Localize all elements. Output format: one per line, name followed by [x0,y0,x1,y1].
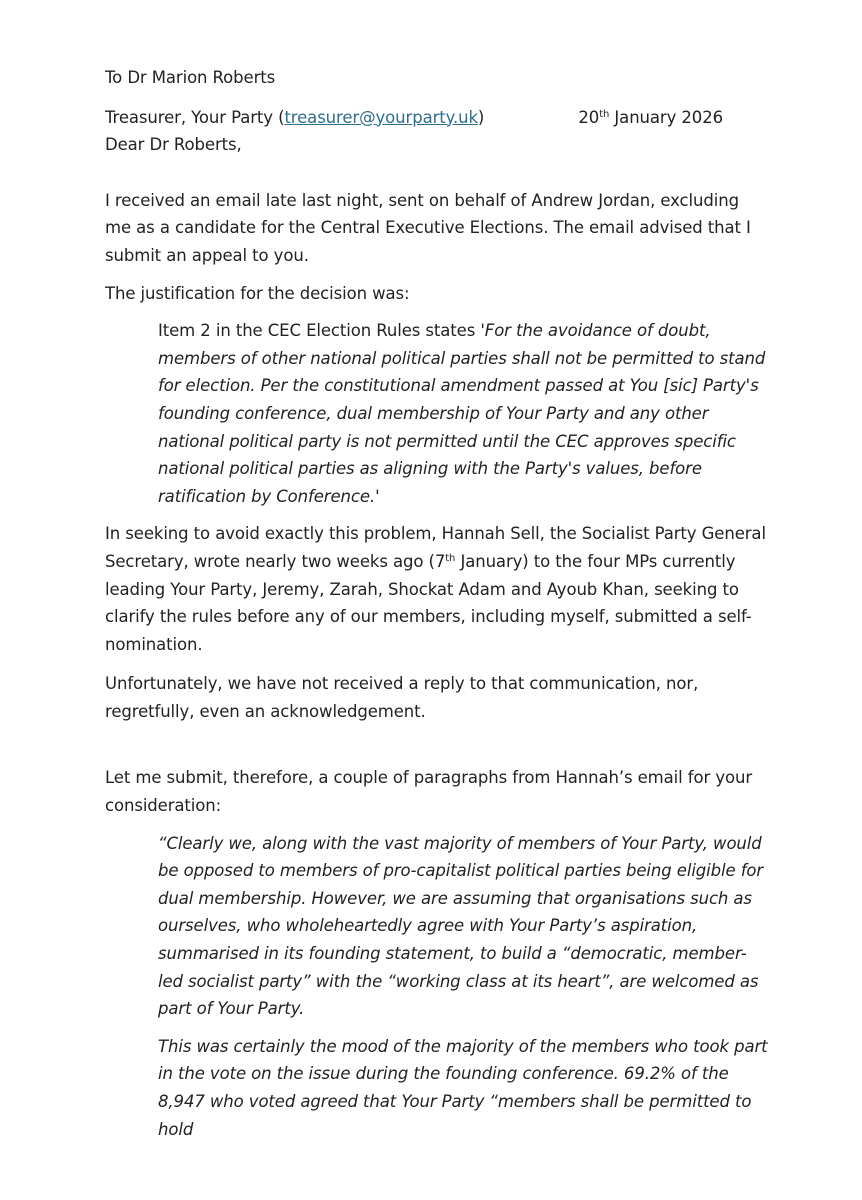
paragraph-3 [105,520,770,658]
title-close: ) [477,107,485,127]
recipient-title-line [105,104,723,132]
p3-part-b: January) to the four MPs currently leading Your Party, Jeremy, Zarah, Shockat Adam and Ayoub Khan, seeking to clarify the rules before any of our members, including myself, submitted a self-nomination. [105,551,752,654]
p3-part-a: In seeking to avoid exactly this problem, Hannah Sell, the Socialist Party General Secretary, wrote nearly two weeks ago (7 [105,524,766,571]
date-day: 20 [578,107,600,127]
letter-date [578,104,723,132]
date-suffix: th [599,108,610,120]
title-text: Treasurer, Your Party ( [105,107,285,127]
paragraph-5: Let me submit, therefore, a couple of paragraphs from Hannah’s email for your consideration: [105,768,753,816]
letter [105,64,770,1143]
salutation: Dear Dr Roberts, [105,135,242,155]
p3-sup: th [445,552,456,564]
quote-rule-text: For the avoidance of doubt, members of other national political parties shall not be permitted to stand for election. Per the constitutional amendment passed at You [sic] Party's founding conference, dual membership of Your Party and any other national political party is not permitted until the CEC approves specific national political parties as aligning with the Party's values, before ratification by Conference. [158,321,766,506]
recipient-line: To Dr Marion Roberts [105,68,276,87]
treasurer-email-link[interactable]: treasurer@yourparty.uk [284,107,478,127]
paragraph-2: The justification for the decision was: [105,283,410,303]
paragraph-1: I received an email late last night, sent on behalf of Andrew Jordan, excluding me as a candidate for the Central Executive Elections. The email advised that I submit an appeal to you. [105,190,751,265]
recipient-title [105,104,484,132]
block-quote-email-2: This was certainly the mood of the majority of the members who took part in the vote on the issue during the founding conference. 69.2% of the 8,947 who voted agreed that Your Party “members shall be permitted to hold [158,1036,768,1139]
quote-lead: Item 2 in the CEC Election Rules states ' [158,321,485,341]
block-quote-rules [158,317,770,510]
date-rest: January 2026 [609,107,723,127]
paragraph-4: Unfortunately, we have not received a reply to that communication, nor, regretfully, even an acknowledgement. [105,674,699,721]
quote-close: ' [375,486,380,506]
block-quote-email-1: “Clearly we, along with the vast majority of members of Your Party, would be opposed to members of pro-capitalist political parties being eligible for dual membership. However, we are assuming that organisations such as ourselves, who wholeheartedly agree with Your Party’s aspiration, summarised in its founding statement, to build a “democratic, member-led socialist party” with the “working class at its heart”, are welcomed as part of Your Party. [158,833,764,1019]
